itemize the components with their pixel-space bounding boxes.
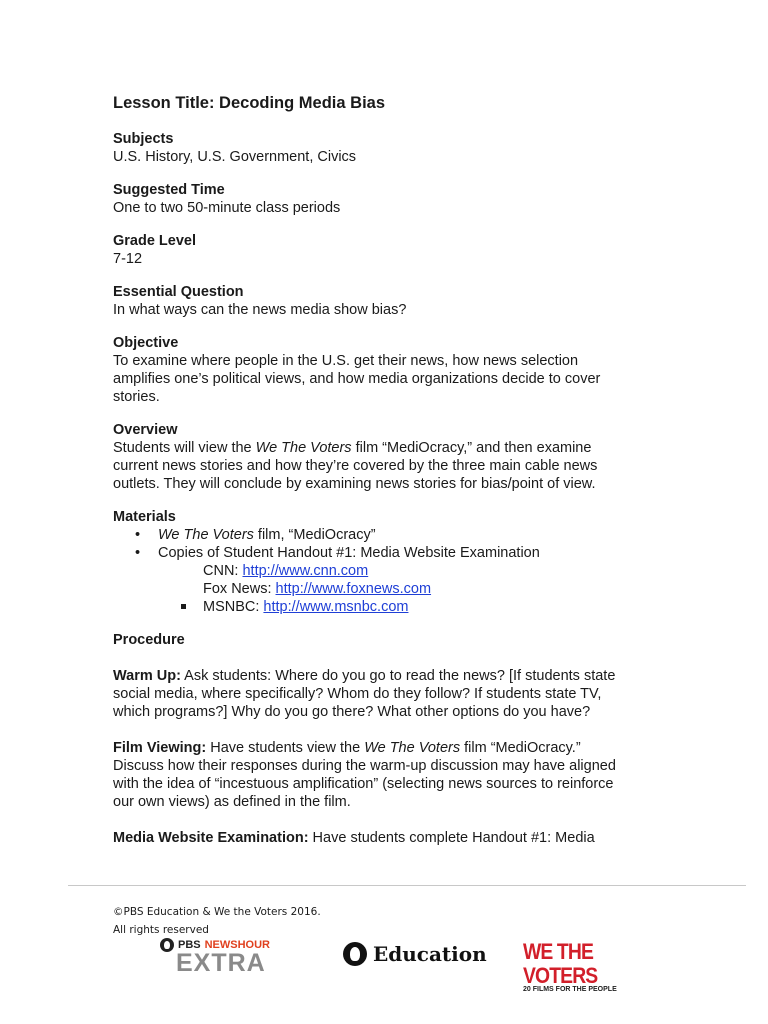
grade-level-section [113,232,653,268]
cnn-link[interactable]: http://www.cnn.com [242,563,369,579]
film-viewing-paragraph [113,739,653,811]
list-item [113,526,653,544]
essential-question-text: In what ways can the news media show bias? [113,302,407,318]
cnn-item [113,562,653,580]
overview-text: film “MediOcracy,” and then examine [351,440,592,456]
objective-line: To examine where people in the U.S. get their news, how news selection [113,353,579,369]
copyright-line: All rights reserved [113,924,209,936]
objective-heading: Objective [113,335,179,351]
list-item-text: Copies of Student Handout #1: Media Website Examination [158,545,540,561]
fox-item [113,580,653,598]
cnn-label: CNN: [203,563,243,579]
procedure-section [113,631,653,649]
media-examination-text: Have students complete Handout #1: Media [308,830,595,846]
wtv-logo-main: WE THE VOTERS [523,939,598,988]
objective-section [113,334,653,406]
fox-news-link[interactable]: http://www.foxnews.com [275,581,432,597]
grade-level-text: 7-12 [113,251,143,267]
lesson-title: Lesson Title: Decoding Media Bias [113,94,386,112]
materials-list [113,526,653,562]
pbs-head-icon [160,938,174,952]
film-series-name: We The Voters [364,740,461,756]
msnbc-link[interactable]: http://www.msnbc.com [263,599,409,615]
warm-up-paragraph [113,667,653,721]
we-the-voters-logo [523,940,653,993]
film-series-name: We The Voters [255,440,352,456]
overview-section [113,421,653,493]
objective-line: amplifies one’s political views, and how media organizations decide to cover [113,371,601,387]
subjects-section [113,130,653,166]
film-viewing-text: Have students view the [206,740,365,756]
bullet-icon: • [135,545,141,561]
film-viewing-text: with the idea of “incestuous amplification” (selecting news sources to reinforce [113,776,614,792]
pbs-education-logo [343,942,487,966]
grade-level-heading: Grade Level [113,233,197,249]
copyright-line: ©PBS Education & We the Voters 2016. [113,906,321,918]
film-viewing-text: Discuss how their responses during the warm-up discussion may have aligned [113,758,616,774]
pbs-head-icon [343,942,367,966]
film-viewing-text: film “MediOcracy.” [460,740,581,756]
film-viewing-label: Film Viewing: [113,740,207,756]
materials-heading: Materials [113,509,176,525]
extra-logo-word: EXTRA [176,949,266,977]
pbs-newshour-extra-logo [160,938,270,978]
suggested-time-section [113,181,653,217]
education-logo-word: Education [373,942,487,966]
media-examination-label: Media Website Examination: [113,830,309,846]
newshour-logo-word: NEWSHOUR [204,939,270,951]
list-item-text: film, “MediOcracy” [253,527,376,543]
overview-line: current news stories and how they’re covered by the three main cable news [113,458,598,474]
suggested-time-heading: Suggested Time [113,182,225,198]
copyright-notice [113,903,321,939]
overview-line [113,439,653,457]
media-examination-paragraph [113,829,653,847]
warm-up-text: Ask students: Where do you go to read the news? [If students state [180,668,616,684]
overview-line: outlets. They will conclude by examining news stories for bias/point of view. [113,476,596,492]
suggested-time-text: One to two 50-minute class periods [113,200,341,216]
square-bullet-icon [181,604,186,609]
wtv-logo-sub: 20 FILMS FOR THE PEOPLE [523,986,617,993]
subjects-text: U.S. History, U.S. Government, Civics [113,149,357,165]
footer-divider [68,885,746,886]
subjects-heading: Subjects [113,131,174,147]
warm-up-text: social media, where specifically? Whom do they follow? If students state TV, [113,686,602,702]
essential-question-section [113,283,653,319]
materials-section [113,508,653,616]
list-item [113,544,653,562]
procedure-heading: Procedure [113,632,185,648]
msnbc-item [113,598,653,616]
msnbc-label: MSNBC: [203,599,264,615]
warm-up-text: which programs?] Why do you go there? What other options do you have? [113,704,591,720]
bullet-icon: • [135,527,141,543]
essential-question-heading: Essential Question [113,284,244,300]
objective-line: stories. [113,389,160,405]
film-series-name: We The Voters [158,527,254,543]
lesson-document [113,92,653,865]
warm-up-label: Warm Up: [113,668,181,684]
overview-heading: Overview [113,422,178,438]
film-viewing-text: our own views) as defined in the film. [113,794,351,810]
fox-label: Fox News: [203,581,276,597]
pbs-logo-word: PBS [177,939,201,951]
overview-text: Students will view the [113,440,256,456]
